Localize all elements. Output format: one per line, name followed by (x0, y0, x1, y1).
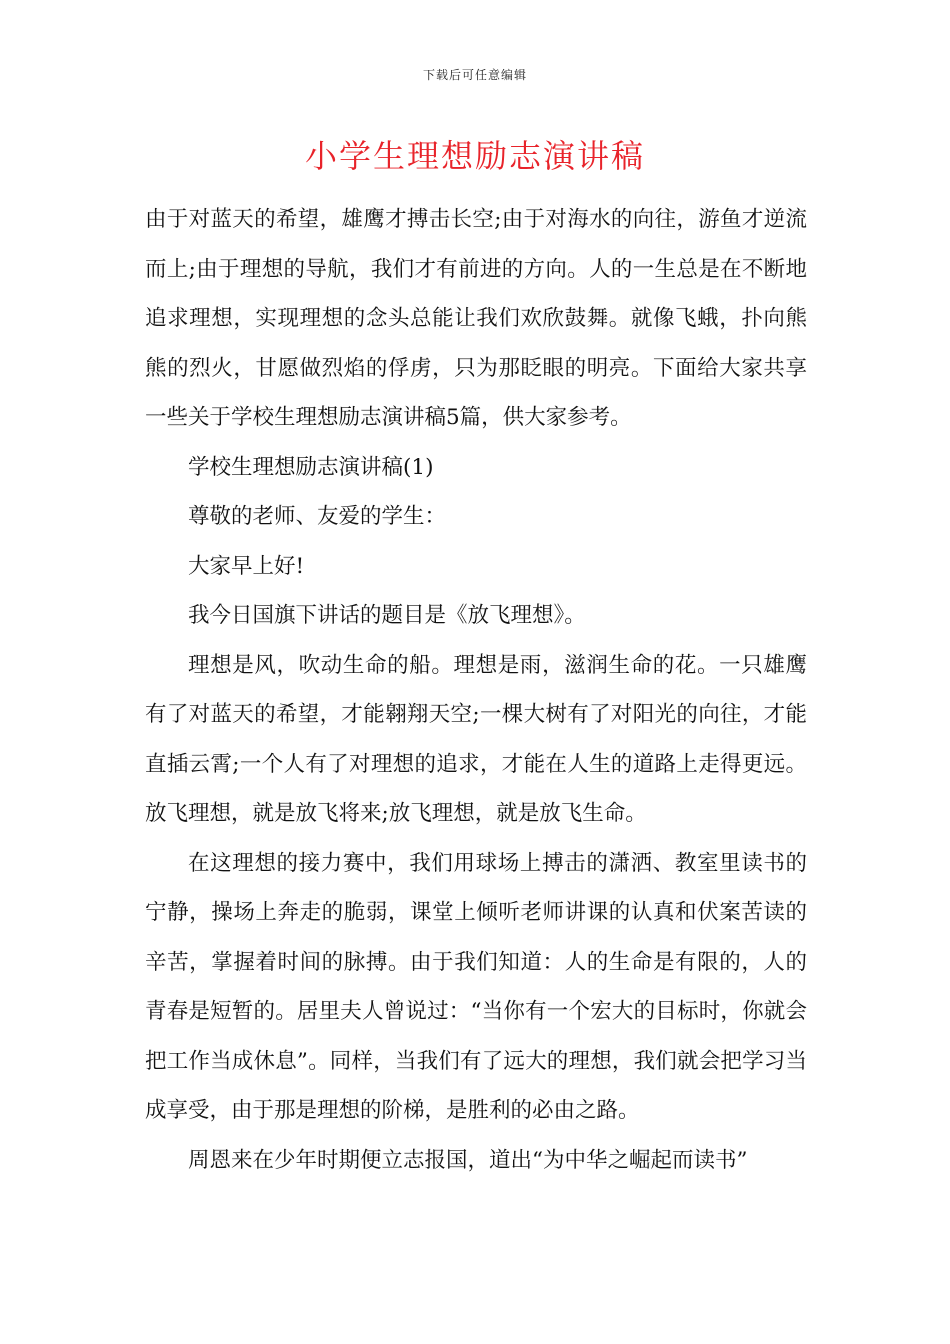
speech-topic: 我今日国旗下讲话的题目是《放飞理想》。 (188, 603, 586, 628)
body-paragraph: 周恩来在少年时期便立志报国，道出“为中华之崛起而读书” (188, 1147, 748, 1173)
section-heading: 学校生理想励志演讲稿(1) (188, 454, 434, 480)
greeting: 大家早上好! (188, 553, 305, 579)
document-title: 小学生理想励志演讲稿 (304, 137, 645, 175)
body-paragraph: 理想是风，吹动生命的船。理想是雨，滋润生命的花。一只雄鹰有了对蓝天的希望，才能翱翔天空;一棵大树有了对阳光的向往，才能直插云霄;一个人有了对理想的追求，才能在人生的道路上走得更远。放飞理想，就是放飞将来;放飞理想，就是放飞生命。 (145, 652, 807, 826)
document-body (145, 195, 807, 1185)
salutation: 尊敬的老师、友爱的学生： (188, 504, 447, 529)
intro-paragraph: 由于对蓝天的希望，雄鹰才搏击长空;由于对海水的向往，游鱼才逆流而上;由于理想的导航，我们才有前进的方向。人的一生总是在不断地追求理想，实现理想的念头总能让我们欢欣鼓舞。就像飞蛾，扑向熊熊的烈火，甘愿做烈焰的俘虏，只为那眨眼的明亮。下面给大家共享一些关于学校生理想励志演讲稿5篇，供大家参考。 (145, 207, 807, 430)
body-paragraph: 在这理想的接力赛中，我们用球场上搏击的潇洒、教室里读书的宁静，操场上奔走的脆弱，课堂上倾听老师讲课的认真和伏案苦读的辛苦，掌握着时间的脉搏。由于我们知道：人的生命是有限的，人的青春是短暂的。居里夫人曾说过：“当你有一个宏大的目标时，你就会把工作当成休息”。同样，当我们有了远大的理想，我们就会把学习当成享受，由于那是理想的阶梯，是胜利的必由之路。 (145, 850, 807, 1123)
header-note: 下载后可任意编辑 (422, 68, 527, 82)
